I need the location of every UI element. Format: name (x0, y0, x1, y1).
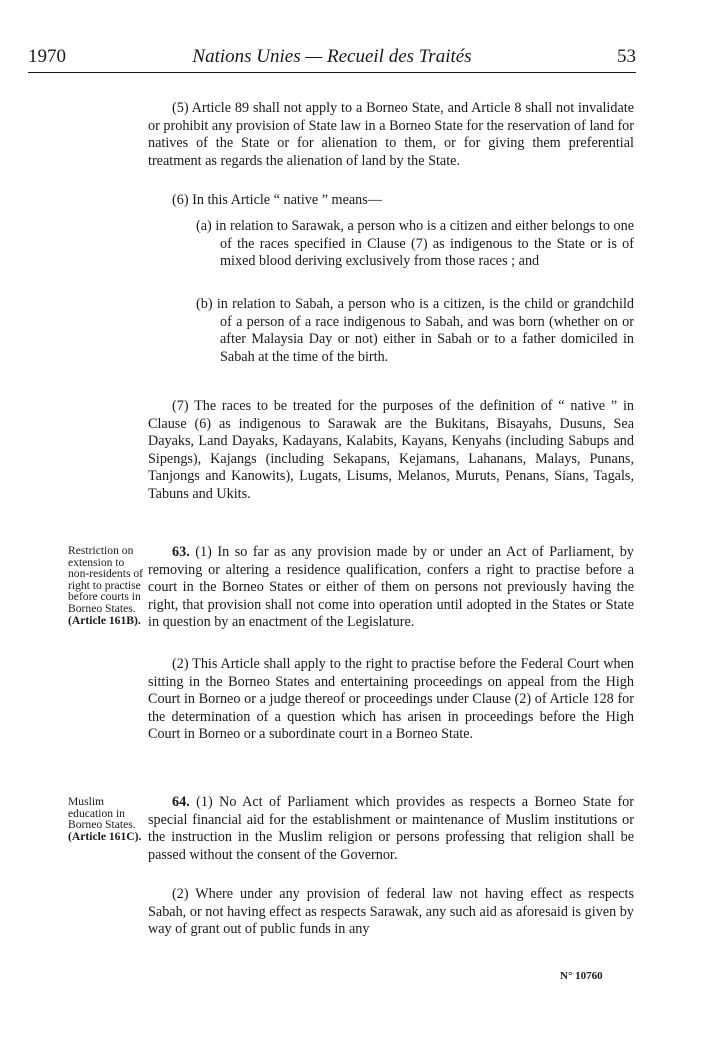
header-title: Nations Unies — Recueil des Traités (192, 46, 472, 67)
article-64-clause-2: (2) Where under any provision of federal law not having effect as respects Sabah, or not having effect as respects Sarawak, any such aid as aforesaid is given by way of grant out of public funds in any (148, 886, 634, 938)
margin-note-reference: (Article 161B). (68, 613, 141, 627)
paragraph-6b: (b) in relation to Sabah, a person who is a citizen, is the child or grandchild of a person of a race indigenous to Sabah, and was born (whether on or after Malaysia Day or not) either in Sabah or to a father domiciled in Sabah at the time of the birth. (196, 296, 634, 365)
article-63-number: 63. (172, 544, 190, 560)
article-63-clause-2: (2) This Article shall apply to the right to practise before the Federal Court when sitting in the Borneo States and entertaining proceedings on appeal from the High Court in Borneo or a judge thereof or proceedings under Clause (2) of Article 128 for the determination of a question which has arisen in proceedings before the High Court in Borneo or a subordinate court in a Borneo State. (148, 656, 634, 743)
paragraph-6a: (a) in relation to Sarawak, a person who is a citizen and either belongs to one of the races specified in Clause (7) as indigenous to the State or is of mixed blood deriving exclusively from those races ; and (196, 218, 634, 270)
paragraph-5: (5) Article 89 shall not apply to a Borneo State, and Article 8 shall not invalidate or prohibit any provision of State law in a Borneo State for the reservation of land for natives of the State or for alienation to them, or for giving them preferential treatment as regards the alienation of land by the State. (148, 100, 634, 169)
header-page-number: 53 (617, 46, 636, 67)
paragraph-7: (7) The races to be treated for the purposes of the definition of “ native ” in Clause (6) as indigenous to Sarawak are the Bukitans, Bisayahs, Dusuns, Sea Dayaks, Land Dayaks, Kadayans, Kalabits, Kayans, Kenyahs (including Sabups and Sipengs), Kajangs (including Sekapans, Kejamans, Lahanans, Malays, Punans, Tanjongs and Kanowits), Lugats, Lisums, Melanos, Muruts, Penans, Sians, Tagals, Tabuns and Ukits. (148, 398, 634, 502)
margin-note-reference: (Article 161C). (68, 829, 142, 843)
margin-note-article-64 (68, 796, 146, 842)
document-number: N° 10760 (560, 970, 603, 982)
paragraph-6: (6) In this Article “ native ” means— (172, 192, 382, 208)
page-header (28, 44, 636, 73)
header-year: 1970 (28, 46, 66, 67)
article-64-clause-1: 64. (1) No Act of Parliament which provides as respects a Borneo State for special financial aid for the establishment or maintenance of Muslim institutions or the instruction in the Muslim religion or persons professing that religion shall be passed without the consent of the Governor. (148, 794, 634, 863)
margin-note-article-63 (68, 545, 146, 626)
margin-note-text: Muslim education in Borneo States. (68, 795, 136, 832)
margin-note-text: Restriction on extension to non-residents of right to practise before courts in Borneo States. (68, 544, 144, 615)
article-63-clause-1: 63. (1) In so far as any provision made by or under an Act of Parliament, by removing or altering a residence qualification, confers a right to practise before a court in the Borneo States or either of them on persons not previously having the right, that provision shall not come into operation until adopted in the States or State in question by an enactment of the Legislature. (148, 544, 634, 631)
article-64-number: 64. (172, 794, 190, 810)
